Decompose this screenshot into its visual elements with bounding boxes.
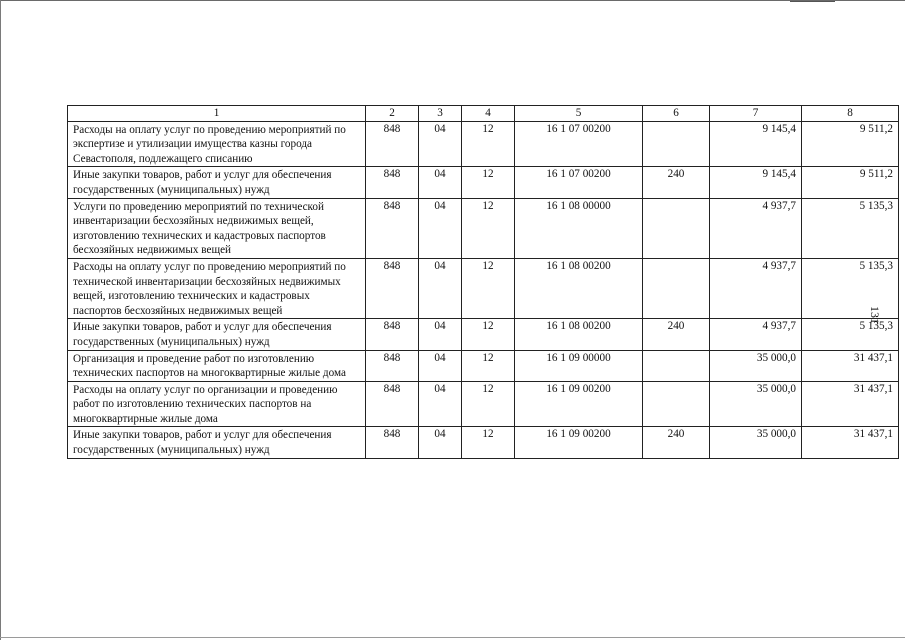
row-sum-2: 31 437,1	[802, 381, 899, 427]
row-sum-2: 9 511,2	[802, 167, 899, 198]
row-sum-1: 4 937,7	[710, 198, 802, 258]
header-col-1: 1	[68, 106, 366, 122]
row-pr: 12	[462, 167, 515, 198]
row-sum-2: 5 135,3	[802, 319, 899, 350]
row-grbs: 848	[366, 427, 419, 458]
row-sum-2: 5 135,3	[802, 198, 899, 258]
row-vr	[643, 350, 710, 381]
scan-border-top	[0, 0, 905, 1]
row-sum-2: 5 135,3	[802, 258, 899, 318]
header-col-6: 6	[643, 106, 710, 122]
table-row	[68, 258, 899, 318]
row-name: Расходы на оплату услуг по проведению мероприятий по экспертизе и утилизации имущества казны города Севастополя, подлежащего списанию	[68, 121, 366, 167]
scan-border-bottom	[0, 637, 905, 638]
row-pr: 12	[462, 381, 515, 427]
header-col-5: 5	[515, 106, 643, 122]
table-row	[68, 121, 899, 167]
row-rz: 04	[419, 258, 462, 318]
row-sum-1: 4 937,7	[710, 258, 802, 318]
table-row	[68, 381, 899, 427]
table-row	[68, 427, 899, 458]
row-csr: 16 1 09 00200	[515, 427, 643, 458]
budget-table	[67, 105, 899, 459]
table-row	[68, 319, 899, 350]
row-rz: 04	[419, 167, 462, 198]
row-pr: 12	[462, 121, 515, 167]
row-grbs: 848	[366, 258, 419, 318]
row-csr: 16 1 08 00000	[515, 198, 643, 258]
row-grbs: 848	[366, 167, 419, 198]
row-grbs: 848	[366, 319, 419, 350]
row-rz: 04	[419, 198, 462, 258]
table-header	[68, 106, 899, 122]
row-csr: 16 1 09 00200	[515, 381, 643, 427]
header-col-7: 7	[710, 106, 802, 122]
row-rz: 04	[419, 381, 462, 427]
page-number: 131	[868, 306, 882, 324]
row-rz: 04	[419, 121, 462, 167]
row-name: Расходы на оплату услуг по организации и проведению работ по изготовлению технических паспортов на многоквартирные жилые дома	[68, 381, 366, 427]
row-rz: 04	[419, 350, 462, 381]
row-sum-1: 9 145,4	[710, 167, 802, 198]
row-name: Организация и проведение работ по изготовлению технических паспортов на многоквартирные жилые дома	[68, 350, 366, 381]
header-col-2: 2	[366, 106, 419, 122]
row-pr: 12	[462, 319, 515, 350]
row-grbs: 848	[366, 198, 419, 258]
row-rz: 04	[419, 427, 462, 458]
row-name: Иные закупки товаров, работ и услуг для обеспечения государственных (муниципальных) нужд	[68, 167, 366, 198]
row-sum-1: 4 937,7	[710, 319, 802, 350]
row-sum-2: 31 437,1	[802, 427, 899, 458]
row-pr: 12	[462, 350, 515, 381]
row-grbs: 848	[366, 381, 419, 427]
row-rz: 04	[419, 319, 462, 350]
row-sum-1: 35 000,0	[710, 427, 802, 458]
row-grbs: 848	[366, 121, 419, 167]
row-vr	[643, 198, 710, 258]
row-name: Расходы на оплату услуг по проведению мероприятий по технической инвентаризации бесхозяйных недвижимых вещей, изготовлению технических и кадастровых паспортов бесхозяйных недвижимых вещей	[68, 258, 366, 318]
row-vr: 240	[643, 167, 710, 198]
scan-border-left	[0, 0, 1, 640]
row-pr: 12	[462, 258, 515, 318]
scan-mark	[790, 1, 835, 2]
row-sum-1: 35 000,0	[710, 381, 802, 427]
table-row	[68, 350, 899, 381]
row-sum-1: 9 145,4	[710, 121, 802, 167]
table-body	[68, 121, 899, 458]
row-csr: 16 1 07 00200	[515, 121, 643, 167]
row-csr: 16 1 07 00200	[515, 167, 643, 198]
row-vr	[643, 381, 710, 427]
row-sum-2: 9 511,2	[802, 121, 899, 167]
row-name: Иные закупки товаров, работ и услуг для обеспечения государственных (муниципальных) нужд	[68, 319, 366, 350]
row-name: Иные закупки товаров, работ и услуг для обеспечения государственных (муниципальных) нужд	[68, 427, 366, 458]
header-col-4: 4	[462, 106, 515, 122]
row-sum-1: 35 000,0	[710, 350, 802, 381]
header-col-8: 8	[802, 106, 899, 122]
header-col-3: 3	[419, 106, 462, 122]
table-row	[68, 198, 899, 258]
row-csr: 16 1 08 00200	[515, 258, 643, 318]
table-row	[68, 167, 899, 198]
row-csr: 16 1 08 00200	[515, 319, 643, 350]
row-sum-2: 31 437,1	[802, 350, 899, 381]
header-row	[68, 106, 899, 122]
row-pr: 12	[462, 198, 515, 258]
row-name: Услуги по проведению мероприятий по технической инвентаризации бесхозяйных недвижимых вещей, изготовлению технических и кадастровых паспортов бесхозяйных недвижимых вещей	[68, 198, 366, 258]
row-grbs: 848	[366, 350, 419, 381]
row-csr: 16 1 09 00000	[515, 350, 643, 381]
row-vr: 240	[643, 319, 710, 350]
row-vr: 240	[643, 427, 710, 458]
row-pr: 12	[462, 427, 515, 458]
row-vr	[643, 121, 710, 167]
row-vr	[643, 258, 710, 318]
